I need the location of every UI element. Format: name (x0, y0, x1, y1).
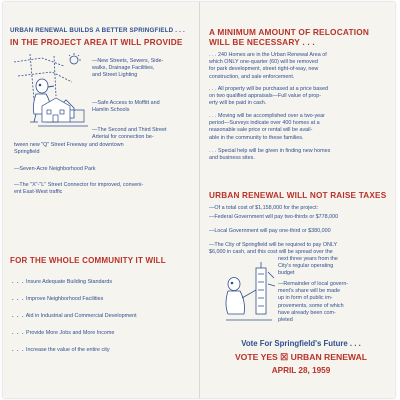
whole-item: . . . Aid in Industrial and Commercial Development (12, 313, 137, 319)
project-item-connector: —The "X"-"L" Street Connector for improved, conveni- ent East-West traffic (14, 182, 144, 196)
bullet-dots: . . . (12, 296, 25, 302)
bullet-dots: . . . (12, 347, 25, 353)
vote-yes: VOTE YES (234, 352, 278, 362)
taxes-item: —Federal Government will pay two-thirds or $778,000 (209, 214, 339, 220)
project-item-arterial: —The Second and Third Street Arterial for connection be- (92, 127, 167, 141)
center-fold (199, 2, 200, 398)
relocation-paragraph: . . . Special help will be given in finding new homes and business sites. (209, 148, 331, 162)
project-heading: IN THE PROJECT AREA IT WILL PROVIDE (10, 37, 183, 47)
taxes-heading: URBAN RENEWAL WILL NOT RAISE TAXES (209, 191, 387, 200)
relocation-paragraph: . . . Moving will be accomplished over a two-year period—Surveys indicate over 400 homes at a reasonable sale price or rental will be avail- able in the community to these families. (209, 113, 325, 141)
taxes-city-item-cont: next three years from the City's regular operating budget (278, 256, 338, 277)
relocation-paragraph: . . . All property will be purchased at a price based on two qualified appraisals—Full value of prop- erty will be paid in cash. (209, 86, 328, 107)
ballot-box-icon: ☒ (280, 352, 289, 362)
whole-community-heading: FOR THE WHOLE COMMUNITY IT WILL (10, 256, 166, 265)
vote-line-2 (212, 352, 390, 363)
urban-renewal-label: URBAN RENEWAL (290, 352, 368, 362)
project-item-arterial-cont: tween new "Q" Street Freeway and downtown Springfield (14, 142, 124, 156)
taxes-item: —Of a total cost of $1,158,000 for the project: (209, 205, 319, 211)
vote-date: APRIL 28, 1959 (271, 366, 331, 375)
whole-item: . . . Increase the value of the entire city (12, 347, 110, 353)
taxes-item: —Local Government will pay one-third or $380,000 (209, 228, 331, 234)
relocation-paragraph: . . . 240 Homes are in the Urban Renewal Area of which ONLY one-quarter (60) will be removed for park development, street right-of-way, new construction, and sale enforcement. (209, 52, 327, 80)
whole-item: . . . Improve Neighborhood Facilities (12, 296, 104, 302)
relocation-heading: A MINIMUM AMOUNT OF RELOCATION WILL BE NECESSARY . . . (209, 27, 370, 47)
whole-item: . . . Insure Adequate Building Standards (12, 279, 113, 285)
taxes-city-item: —The City of Springfield will be required to pay ONLY $6,000 in cash, and this cost will be spread over the (209, 242, 338, 256)
vote-line-1: Vote For Springfield's Future . . . (241, 339, 361, 348)
tagline: URBAN RENEWAL BUILDS A BETTER SPRINGFIELD . . . (10, 27, 185, 34)
bullet-dots: . . . (12, 279, 25, 285)
bullet-dots: . . . (12, 313, 25, 319)
taxes-remainder-item: —Remainder of local govern- ment's share will be made up in form of public im- provements, some of which have already been com- pleted (278, 281, 349, 324)
project-item-streets: —New Streets, Sewers, Side- walks, Drainage Facilities, and Street Lighting (92, 58, 164, 79)
school-illustration (38, 92, 88, 132)
whole-item: . . . Provide More Jobs and More Income (12, 330, 115, 336)
bullet-dots: . . . (12, 330, 25, 336)
figure-illustration-money (222, 258, 278, 328)
project-item-park: —Seven-Acre Neighborhood Park (14, 166, 96, 172)
project-item-safe-access: —Safe Access to Moffitt and Hamlin Schools (92, 100, 160, 114)
